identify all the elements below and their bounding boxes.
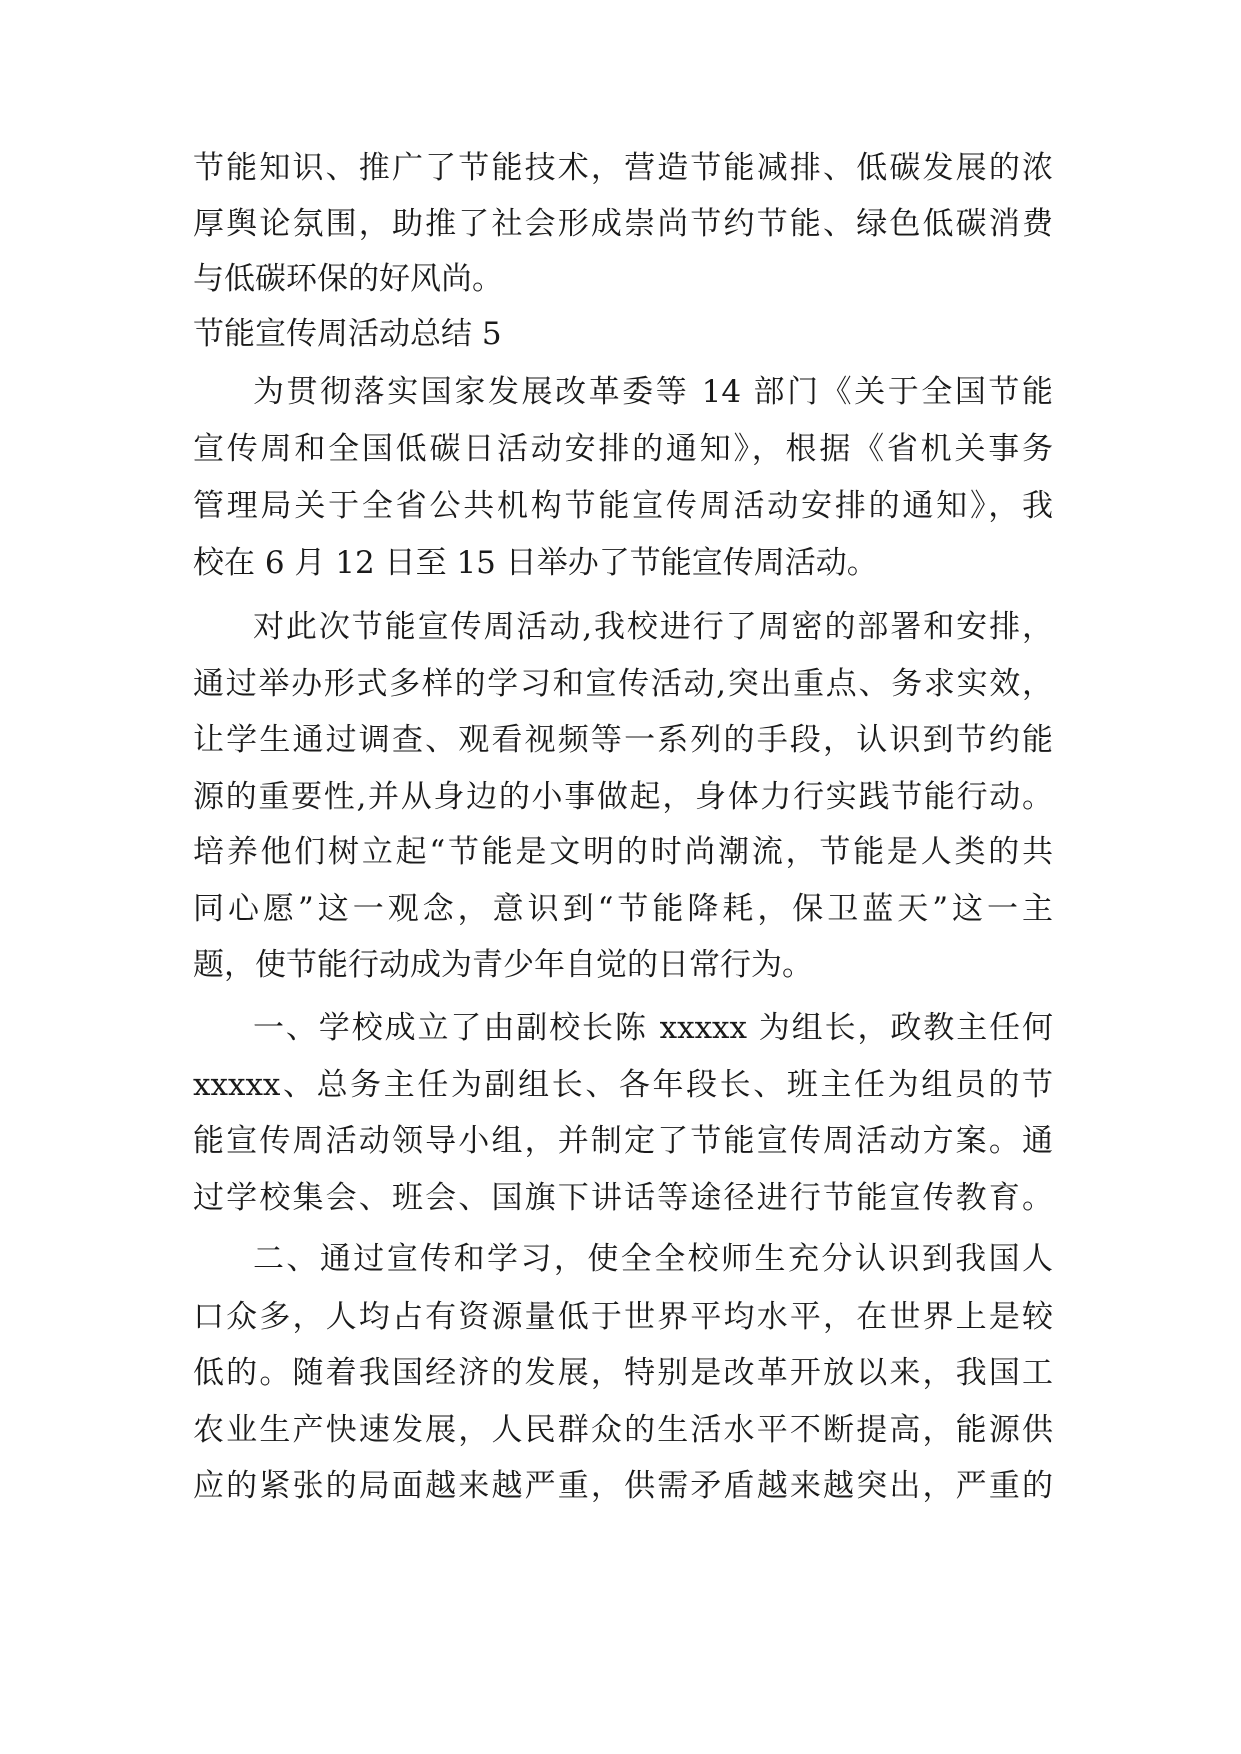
text-line: 校在 6 月 12 日至 15 日举办了节能宣传周活动。 (193, 545, 878, 581)
text-line: 题，使节能行动成为青少年自觉的日常行为。 (193, 947, 813, 983)
text-line: 一、学校成立了由副校长陈 xxxxx 为组长，政教主任何 (253, 1010, 1053, 1046)
text-line: 源的重要性,并从身边的小事做起，身体力行实践节能行动。 (193, 779, 1053, 815)
text-line: 应的紧张的局面越来越严重，供需矛盾越来越突出，严重的 (193, 1468, 1053, 1504)
text-line: 对此次节能宣传周活动,我校进行了周密的部署和安排， (253, 609, 1053, 645)
text-line: 让学生通过调查、观看视频等一系列的手段，认识到节约能 (193, 722, 1053, 758)
text-line: 培养他们树立起“节能是文明的时尚潮流，节能是人类的共 (193, 834, 1053, 870)
text-line: 通过举办形式多样的学习和宣传活动,突出重点、务求实效， (193, 666, 1053, 702)
text-line: 二、通过宣传和学习，使全全校师生充分认识到我国人 (253, 1241, 1053, 1277)
text-line: 管理局关于全省公共机构节能宣传周活动安排的通知》，我 (193, 488, 1053, 524)
text-line: 低的。随着我国经济的发展，特别是改革开放以来，我国工 (193, 1355, 1053, 1391)
text-line: 同心愿”这一观念，意识到“节能降耗，保卫蓝天”这一主 (193, 891, 1053, 927)
text-line: 宣传周和全国低碳日活动安排的通知》，根据《省机关事务 (193, 431, 1053, 467)
text-line: 与低碳环保的好风尚。 (193, 261, 503, 297)
section-heading: 节能宣传周活动总结 5 (193, 316, 502, 352)
text-line: 为贯彻落实国家发展改革委等 14 部门《关于全国节能 (253, 374, 1053, 410)
text-line: 农业生产快速发展，人民群众的生活水平不断提高，能源供 (193, 1412, 1053, 1448)
text-line: 口众多，人均占有资源量低于世界平均水平，在世界上是较 (193, 1299, 1053, 1335)
text-line: 过学校集会、班会、国旗下讲话等途径进行节能宣传教育。 (193, 1180, 1053, 1216)
text-line: xxxxx、总务主任为副组长、各年段长、班主任为组员的节 (193, 1067, 1053, 1103)
text-line: 能宣传周活动领导小组，并制定了节能宣传周活动方案。通 (193, 1123, 1053, 1159)
text-line: 节能知识、推广了节能技术，营造节能减排、低碳发展的浓 (193, 150, 1053, 186)
text-line: 厚舆论氛围，助推了社会形成崇尚节约节能、绿色低碳消费 (193, 206, 1053, 242)
